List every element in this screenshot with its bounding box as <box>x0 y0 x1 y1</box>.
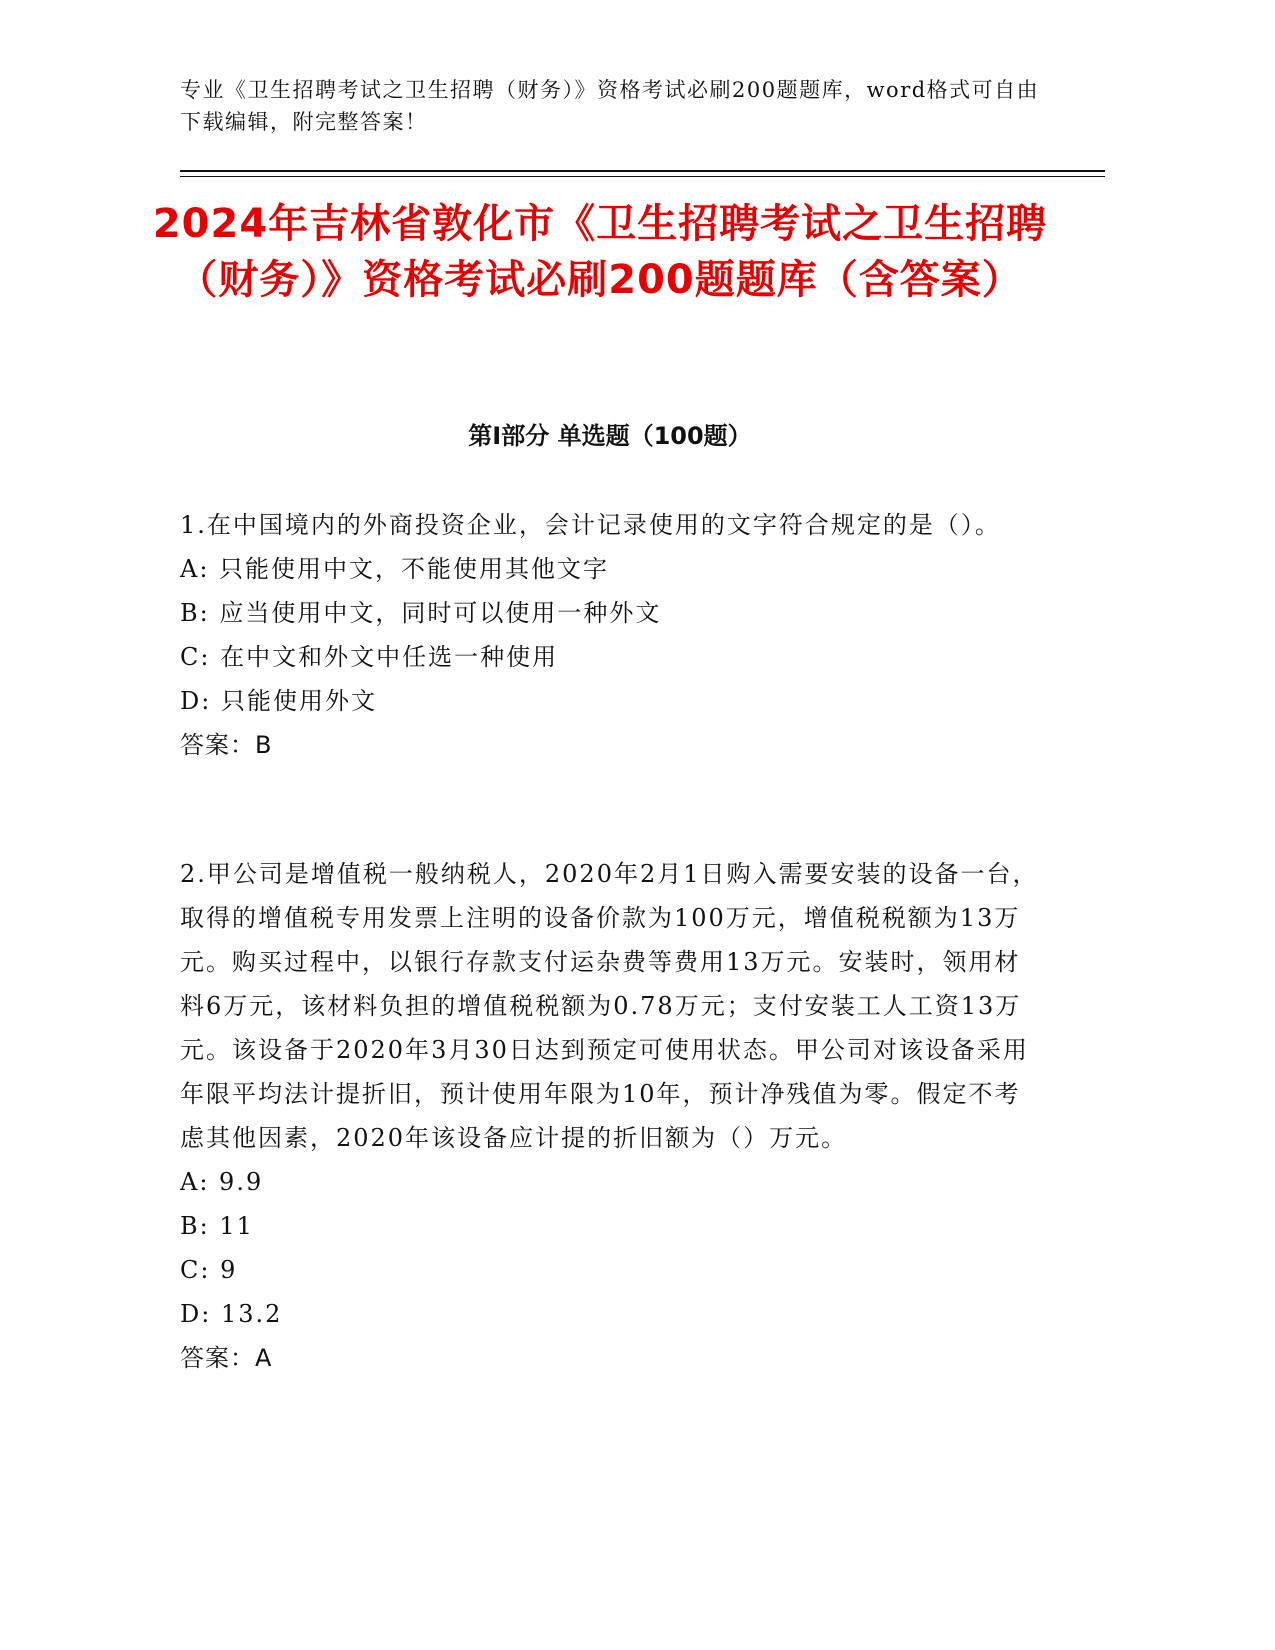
option-c: C: 在中文和外文中任选一种使用 <box>180 643 559 671</box>
option-c: C: 9 <box>180 1256 238 1284</box>
option-d: D: 只能使用外文 <box>180 687 377 715</box>
option-d: D: 13.2 <box>180 1300 283 1328</box>
section-title: 第I部分 单选题（100题） <box>468 422 752 450</box>
option-b: B: 11 <box>180 1212 254 1240</box>
header-note: 专业《卫生招聘考试之卫生招聘（财务）》资格考试必刷200题题库，word格式可自由下载编辑，附完整答案！ <box>180 78 1040 134</box>
answer-line: 答案：B <box>180 731 273 759</box>
answer-line: 答案：A <box>180 1344 273 1372</box>
header-divider-thin <box>180 176 1105 177</box>
header-divider-thick <box>180 170 1105 172</box>
question-stem: 1.在中国境内的外商投资企业，会计记录使用的文字符合规定的是（）。 <box>180 511 1001 539</box>
option-a: A: 只能使用中文，不能使用其他文字 <box>180 555 610 583</box>
option-a: A: 9.9 <box>180 1168 264 1196</box>
document-title: 2024年吉林省敦化市《卫生招聘考试之卫生招聘（财务）》资格考试必刷200题题库（含答案） <box>152 201 1048 303</box>
option-b: B: 应当使用中文，同时可以使用一种外文 <box>180 599 662 627</box>
question-block <box>180 503 1040 767</box>
question-stem: 2.甲公司是增值税一般纳税人，2020年2月1日购入需要安装的设备一台，取得的增值税专用发票上注明的设备价款为100万元，增值税税额为13万元。购买过程中，以银行存款支付运杂费等费用13万元。安装时，领用材料6万元，该材料负担的增值税税额为0.78万元；支付安装工人工资13万元。该设备于2020年3月30日达到预定可使用状态。甲公司对该设备采用年限平均法计提折旧，预计使用年限为10年，预计净残值为零。假定不考虑其他因素，2020年该设备应计提的折旧额为（）万元。 <box>180 860 1039 1152</box>
question-block <box>180 852 1040 1380</box>
